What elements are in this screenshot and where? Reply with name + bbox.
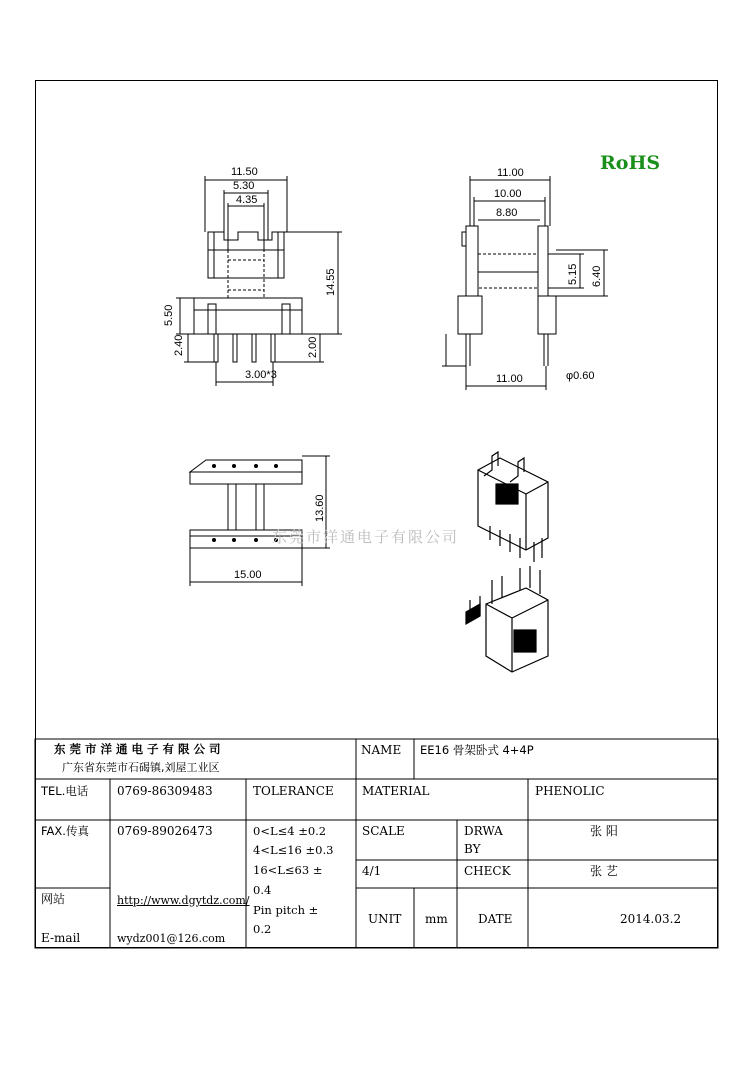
tolerance-label: TOLERANCE (253, 784, 334, 798)
dim-pin-dia: φ0.60 (566, 370, 595, 382)
fax-label: FAX.传真 (41, 824, 89, 838)
drawn-by-label-1: DRWA (464, 824, 503, 838)
drawn-by-value: 张 阳 (590, 824, 618, 838)
dim-top-width: 11.50 (231, 166, 258, 178)
date-label: DATE (478, 912, 513, 926)
tolerance-line-4: 0.4 (253, 883, 272, 897)
material-value: PHENOLIC (535, 784, 605, 798)
company-address: 广东省东莞市石碣镇,刘屋工业区 (62, 761, 220, 774)
tel-label: TEL.电话 (41, 784, 89, 798)
tel-value: 0769-86309483 (117, 784, 213, 798)
company-name: 东 莞 市 洋 通 电 子 有 限 公 司 (54, 742, 221, 756)
name-label: NAME (361, 743, 402, 757)
dim-slot-inner: 4.35 (236, 194, 258, 206)
dim-pin-standoff: 2.40 (173, 334, 185, 356)
dim-pin-length: 2.00 (307, 336, 319, 358)
check-value: 张 艺 (590, 864, 618, 878)
website-cell (117, 893, 250, 908)
email-value[interactable]: wydz001@126.com (117, 932, 226, 945)
isometric-view-top (478, 452, 548, 562)
dim-height: 14.55 (325, 268, 337, 296)
scale-label: SCALE (362, 824, 405, 838)
scale-value: 4/1 (362, 864, 382, 878)
tolerance-line-6: 0.2 (253, 922, 272, 936)
dim-flange: 5.50 (163, 304, 175, 326)
side-view (442, 167, 608, 390)
dim-pin-pitch: 3.00*3 (245, 369, 277, 381)
rohs-mark: RoHS (600, 152, 661, 174)
material-label: MATERIAL (362, 784, 430, 798)
website-link[interactable]: http://www.dgytdz.com/ (117, 894, 250, 907)
dim-side-bottom: 11.00 (496, 373, 523, 385)
bottom-view (190, 456, 330, 586)
dim-core-h1: 5.15 (567, 263, 579, 285)
tolerance-line-5: Pin pitch ± (253, 903, 319, 917)
tolerance-line-1: 0<L≤4 ±0.2 (253, 824, 327, 838)
dim-slot-outer: 5.30 (233, 180, 255, 192)
drawn-by-label-2: BY (464, 842, 481, 856)
fax-value: 0769-89026473 (117, 824, 213, 838)
tolerance-line-2: 4<L≤16 ±0.3 (253, 843, 334, 857)
dim-side-inner: 8.80 (496, 207, 518, 219)
unit-value: mm (425, 912, 448, 926)
unit-label: UNIT (368, 912, 402, 926)
dim-side-top: 11.00 (497, 167, 524, 179)
dim-bottom-width: 15.00 (234, 569, 262, 581)
tolerance-line-3: 16<L≤63 ± (253, 863, 323, 877)
isometric-view-bottom (466, 566, 548, 672)
date-value: 2014.03.2 (620, 912, 682, 926)
name-value: EE16 骨架卧式 4+4P (420, 743, 534, 757)
check-label: CHECK (464, 864, 511, 878)
dim-bottom-height: 13.60 (314, 494, 326, 522)
website-label: 网站 (41, 892, 66, 906)
email-label: E-mail (41, 931, 81, 945)
dim-side-mid: 10.00 (494, 188, 522, 200)
front-view (163, 166, 342, 386)
dim-core-h2: 6.40 (591, 265, 603, 287)
watermark: 东莞市洋通电子有限公司 (272, 528, 460, 546)
